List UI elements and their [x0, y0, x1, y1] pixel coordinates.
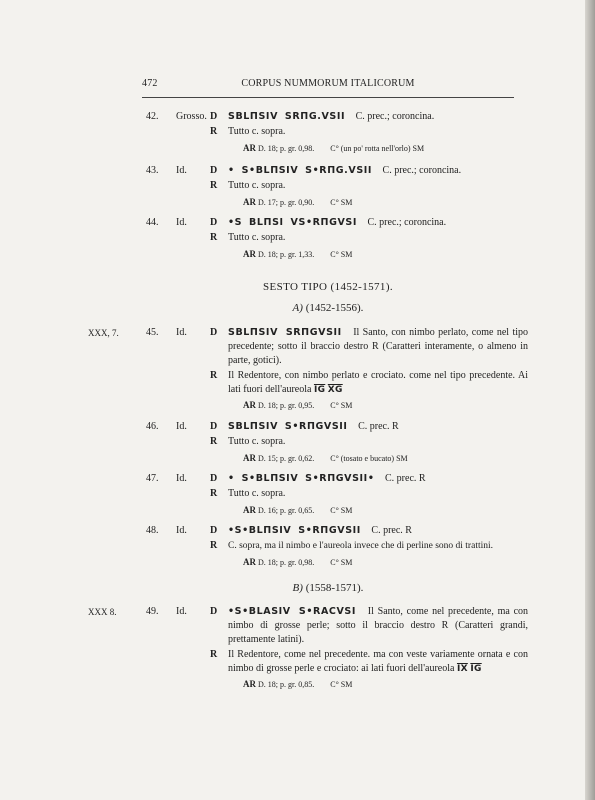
metal-mark: AR [243, 143, 256, 153]
obverse-text: C. prec.; coroncina. [355, 111, 435, 122]
plate-reference: XXX, 7. [88, 328, 119, 338]
reverse-text: Il Redentore, con nimbo perlato e crociato. come nel tipo precedente. Ai lati fuori dell'aureola [228, 370, 528, 395]
reverse-field-right: $\overline{IG}$ [470, 664, 482, 674]
coin-metrics [243, 452, 408, 465]
reverse-text: Tutto c. sopra. [228, 126, 286, 137]
subsection-letter: A) [292, 302, 303, 314]
obverse-legend: SBLПSIV SRПGVSII [228, 327, 342, 338]
obverse-legend: • S•BLПSIV S•RПG.VSII [228, 165, 373, 176]
coin-metrics [243, 196, 352, 209]
collection: C° SM [330, 198, 353, 207]
obverse-description [228, 110, 528, 124]
metal-mark: AR [243, 679, 256, 689]
subsection-letter: B) [292, 582, 303, 594]
diameter-weight: D. 15; p. gr. 0,62. [258, 454, 315, 463]
obverse-marker: D [210, 327, 218, 338]
obverse-text: Il Santo, come nel precedente, ma con nimbo di grosse perle; sotto il braccio destro R (Caratteri grandi, prettamente latini). [228, 606, 529, 645]
metal-mark: AR [243, 400, 256, 410]
entry-denomination: Grosso. [176, 111, 207, 122]
running-title: CORPUS NUMMORUM ITALICORUM [241, 78, 415, 89]
subsection-dates: (1452-1556). [305, 302, 364, 314]
collection: C° SM [330, 558, 353, 567]
page-edge-shadow [585, 0, 595, 800]
entry-number: 44. [146, 217, 159, 228]
obverse-legend: •S BLПSI VS•RПGVSI [228, 217, 358, 228]
page-number: 472 [142, 78, 158, 89]
coin-metrics [243, 142, 424, 155]
entry-denomination: Id. [176, 165, 187, 176]
obverse-legend: SBLПSIV SRПG.VSII [228, 111, 346, 122]
subsection-dates: (1558-1571). [305, 582, 364, 594]
obverse-description [228, 164, 528, 178]
reverse-marker: R [210, 649, 218, 660]
entry-number: 42. [146, 111, 159, 122]
entry-number: 43. [146, 165, 159, 176]
diameter-weight: D. 18; p. gr. 0,98. [258, 144, 315, 153]
entry-number: 49. [146, 606, 159, 617]
coin-metrics [243, 399, 352, 412]
metal-mark: AR [243, 453, 256, 463]
coin-metrics [243, 504, 352, 517]
obverse-text: C. prec. R [371, 525, 412, 536]
reverse-marker: R [210, 436, 218, 447]
obverse-text: C. prec. R [385, 473, 426, 484]
obverse-marker: D [210, 421, 218, 432]
reverse-text: C. sopra, ma il nimbo e l'aureola invece che di perline sono di trattini. [228, 541, 493, 551]
diameter-weight: D. 18; p. gr. 1,33. [258, 250, 315, 259]
obverse-marker: D [210, 217, 218, 228]
reverse-field-left: $\overline{IX}$ [456, 664, 468, 674]
diameter-weight: D. 18; p. gr. 0,85. [258, 680, 315, 689]
collection: C° SM [330, 506, 353, 515]
metal-mark: AR [243, 249, 256, 259]
reverse-marker: R [210, 370, 218, 381]
plate-reference: XXX 8. [88, 607, 117, 617]
header-rule [142, 97, 514, 98]
obverse-marker: D [210, 165, 218, 176]
entry-denomination: Id. [176, 217, 187, 228]
entry-denomination: Id. [176, 525, 187, 536]
coin-metrics [243, 556, 352, 569]
entry-number: 45. [146, 327, 159, 338]
reverse-marker: R [210, 488, 218, 499]
section-title: SESTO TIPO (1452-1571). [262, 281, 394, 293]
diameter-weight: D. 16; p. gr. 0,65. [258, 506, 315, 515]
obverse-description [228, 326, 528, 368]
reverse-marker: R [210, 126, 218, 137]
obverse-legend: SBLПSIV S•RПGVSII [228, 421, 348, 432]
diameter-weight: D. 17; p. gr. 0,90. [258, 198, 315, 207]
entry-denomination: Id. [176, 606, 187, 617]
reverse-marker: R [210, 540, 218, 551]
entry-denomination: Id. [176, 421, 187, 432]
reverse-marker: R [210, 180, 218, 191]
entry-denomination: Id. [176, 473, 187, 484]
obverse-text: C. prec. R [358, 421, 399, 432]
obverse-description [228, 420, 528, 434]
obverse-marker: D [210, 606, 218, 617]
entry-number: 48. [146, 525, 159, 536]
entry-number: 46. [146, 421, 159, 432]
obverse-legend: •S•BLПSIV S•RПGVSII [228, 525, 361, 536]
coin-metrics [243, 248, 352, 261]
diameter-weight: D. 18; p. gr. 0,95. [258, 401, 315, 410]
collection: C° SM [330, 250, 353, 259]
running-header [142, 78, 514, 96]
obverse-description [228, 216, 528, 230]
entry-denomination: Id. [176, 327, 187, 338]
obverse-text: C. prec.; coroncina. [367, 217, 447, 228]
coin-metrics [243, 678, 352, 691]
entry-number: 47. [146, 473, 159, 484]
reverse-field-left: $\overline{IG}$ [313, 385, 326, 395]
collection: C° (un po' rotta nell'orlo) SM [330, 144, 425, 153]
obverse-legend: • S•BLПSIV S•RПGVSII• [228, 473, 375, 484]
reverse-text: Il Redentore, come nel precedente. ma con veste variamente ornata e con nimbo di grosse perle e crociato: ai lati fuori dell'aureola [228, 649, 528, 674]
reverse-text: Tutto c. sopra. [228, 436, 286, 447]
obverse-description [228, 605, 528, 647]
obverse-marker: D [210, 111, 218, 122]
obverse-marker: D [210, 525, 218, 536]
reverse-field-right: $\overline{XG}$ [327, 385, 343, 395]
metal-mark: AR [243, 557, 256, 567]
reverse-text: Tutto c. sopra. [228, 488, 286, 499]
subsection-b-heading [142, 582, 514, 594]
collection: C° (tosato e bucato) SM [330, 454, 408, 463]
metal-mark: AR [243, 197, 256, 207]
obverse-description [228, 472, 528, 486]
collection: C° SM [330, 401, 353, 410]
obverse-marker: D [210, 473, 218, 484]
obverse-text: Il Santo, con nimbo perlato, come nel tipo precedente; sotto il braccio destro R (Caratteri interamente, o almeno in parte, gotici). [228, 327, 528, 366]
obverse-legend: •S•BLASIV S•RACVSI [228, 606, 357, 617]
reverse-marker: R [210, 232, 218, 243]
reverse-text: Tutto c. sopra. [228, 180, 286, 191]
obverse-description [228, 524, 528, 538]
subsection-a-heading [142, 302, 514, 314]
reverse-text: Tutto c. sopra. [228, 232, 286, 243]
metal-mark: AR [243, 505, 256, 515]
collection: C° SM [330, 680, 353, 689]
reverse-description [228, 369, 528, 397]
diameter-weight: D. 18; p. gr. 0,98. [258, 558, 315, 567]
reverse-description [228, 648, 528, 676]
obverse-text: C. prec.; coroncina. [382, 165, 462, 176]
